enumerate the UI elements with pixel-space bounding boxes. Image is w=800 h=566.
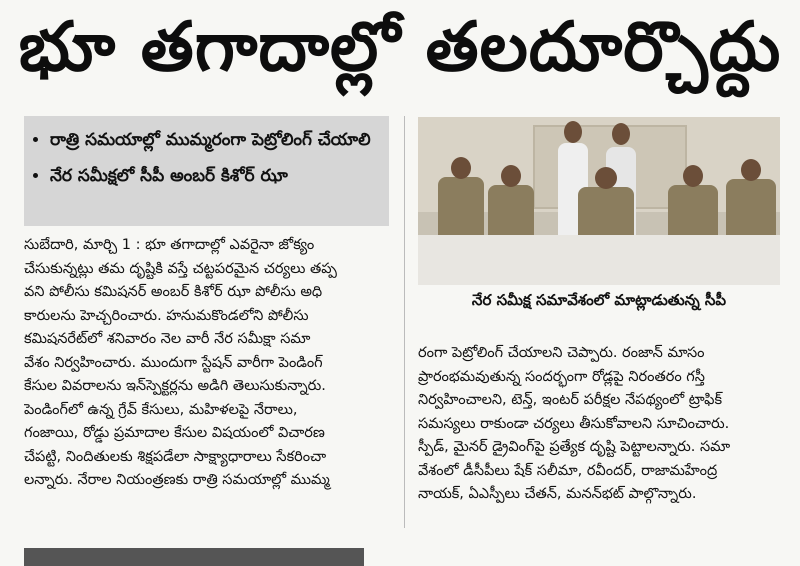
article-line: వని పోలీసు కమిషనర్ అంబర్ కిశోర్ ఝా పోలీసు అధి bbox=[24, 284, 323, 300]
article-line: కేసుల వివరాలను ఇన్‌స్పెక్టర్లను అడిగి తెలుసుకున్నారు. bbox=[24, 378, 326, 394]
highlights-box bbox=[24, 116, 389, 226]
headline: భూ తగాదాల్లో తలదూర్చొద్దు bbox=[18, 7, 782, 87]
article-line: పెండింగ్‌లో ఉన్న గ్రేవ్ కేసులు, మహిళలపై నేరాలు, bbox=[24, 401, 298, 418]
article-line: గంజాయి, రోడ్డు ప్రమాదాల కేసుల విషయంలో విచారణ bbox=[24, 425, 325, 441]
highlight-item: • రాత్రి సమయాల్లో ముమ్మరంగా పెట్రోలింగ్ చేయాలి bbox=[50, 124, 379, 156]
article-line: రంగా పెట్రోలింగ్ చేయాలని చెప్పారు. రంజాన్ మాసం bbox=[418, 345, 705, 361]
article-line: వేశం నిర్వహించారు. ముందుగా స్టేషన్ వారీగా పెండింగ్ bbox=[24, 354, 323, 371]
article-line: సుబేదారి, మార్చి 1 : భూ తగాదాల్లో ఎవరైనా జోక్యం bbox=[24, 237, 315, 253]
photo-caption: నేర సమీక్ష సమావేశంలో మాట్లాడుతున్న సీపీ bbox=[471, 291, 727, 309]
article-line: కారులను హెచ్చరించారు. హనుమకొండలోని పోలీసు bbox=[24, 307, 309, 324]
next-article-image-edge bbox=[24, 548, 364, 566]
article-line: నాయక్, ఏఎస్పీలు చేతన్, మనన్‌భట్ పాల్గొన్నారు. bbox=[418, 486, 697, 502]
article-line: స్పీడ్, మైనర్ డ్రైవింగ్‌పై ప్రత్యేక దృష్టి పెట్టాలన్నారు. సమా bbox=[418, 439, 731, 455]
article-line: కమిషనరేట్‌లో శనివారం నెల వారీ నేర సమీక్షా సమా bbox=[24, 331, 311, 347]
article-line: చేసుకున్నట్లు తమ దృష్టికి వస్తే చట్టపరమైన చర్యలు తప్ప bbox=[24, 260, 337, 277]
article-line: లన్నారు. నేరాల నియంత్రణకు రాత్రి సమయాల్లో ముమ్మ bbox=[24, 472, 330, 488]
highlight-item: • నేర సమీక్షలో సీపీ అంబర్ కిశోర్ ఝా bbox=[50, 160, 379, 192]
article-body-right bbox=[418, 342, 780, 507]
article-line: వేశంలో డీసీపీలు షేక్ సలీమా, రవీందర్, రాజామహేంద్ర bbox=[418, 462, 718, 479]
article-line: నిర్వహించాలని, టెన్త్, ఇంటర్ పరీక్షల నేపథ్యంలో ట్రాఫిక్ bbox=[418, 392, 723, 408]
column-divider bbox=[404, 116, 405, 528]
news-photo bbox=[418, 117, 780, 285]
article-line: ప్రారంభమవుతున్న సందర్భంగా రోడ్లపై నిరంతరం గస్తీ bbox=[418, 368, 705, 385]
article-line: సమస్యలు రాకుండా చర్యలు తీసుకోవాలని సూచించారు. bbox=[418, 415, 730, 432]
article-line: చేపట్టి, నిందితులకు శిక్షపడేలా సాక్ష్యాధారాలు సేకరించా bbox=[24, 448, 327, 465]
article-body-left bbox=[24, 234, 389, 493]
